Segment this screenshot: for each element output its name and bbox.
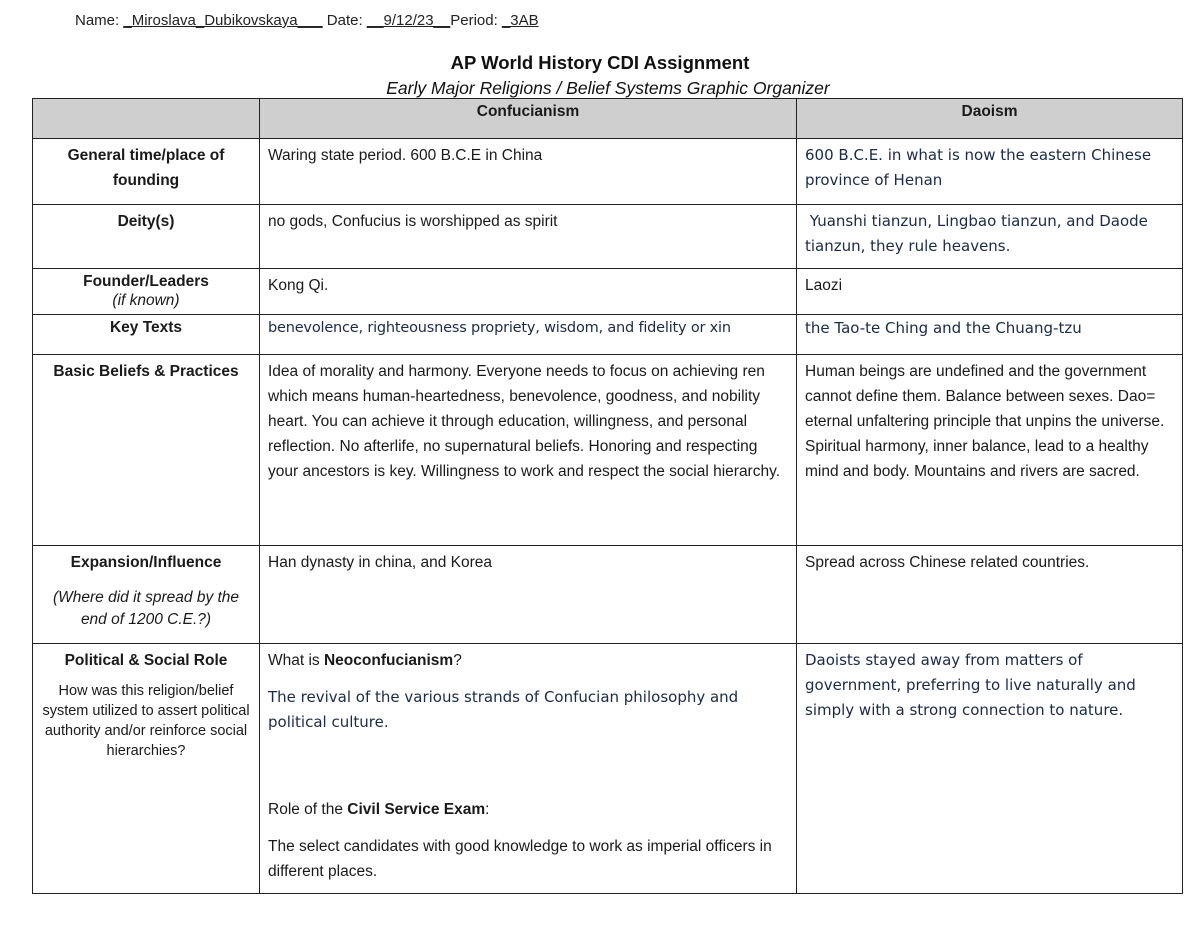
table-row-expansion (33, 546, 1183, 644)
neoconfucianism-question (268, 648, 788, 673)
name-label: Name: (75, 12, 124, 29)
founder-label: Founder/Leaders (83, 273, 209, 290)
neo-suffix: ? (453, 652, 462, 669)
cell-daoism-founder[interactable]: Laozi (797, 269, 1183, 315)
cell-confucianism-deity[interactable]: no gods, Confucius is worshipped as spirit (260, 205, 797, 269)
political-question: How was this religion/belief system utilized to assert political authority and/or reinforce social hierarchies? (42, 683, 250, 759)
page-subtitle: Early Major Religions / Belief Systems Graphic Organizer (386, 78, 830, 98)
cell-confucianism-political[interactable] (260, 644, 797, 894)
cell-confucianism-key-texts[interactable]: benevolence, righteousness propriety, wisdom, and fidelity or xin (260, 315, 797, 355)
page-title: AP World History CDI Assignment (450, 52, 750, 73)
exam-suffix: : (485, 801, 490, 818)
cell-confucianism-beliefs[interactable]: Idea of morality and harmony. Everyone needs to focus on achieving ren which means human-heartedness, benevolence, goodness, and nobility heart. You can achieve it through education, willingness, and personal reflection. No afterlife, no supernatural beliefs. Honoring and respecting your ancestors is key. Willingness to work and respect the social hierarchy. (260, 355, 797, 546)
header-cell-daoism: Daoism (797, 99, 1183, 139)
row-label-deity: Deity(s) (33, 205, 260, 269)
date-label: Date: (322, 12, 367, 29)
header-cell-blank (33, 99, 260, 139)
expansion-question: (Where did it spread by the end of 1200 C.E.?) (52, 589, 240, 628)
civil-service-answer: The select candidates with good knowledge to work as imperial officers in different places. (268, 838, 772, 880)
table-row-deity (33, 205, 1183, 269)
period-label: Period: (450, 12, 502, 29)
cell-daoism-expansion[interactable]: Spread across Chinese related countries. (797, 546, 1183, 644)
table-row-founding (33, 139, 1183, 205)
table-row-key-texts (33, 315, 1183, 355)
row-label-expansion (33, 546, 260, 644)
exam-prefix: Role of the (268, 801, 348, 818)
neoconfucianism-answer: The revival of the various strands of Confucian philosophy and political culture. (268, 688, 739, 731)
header-cell-confucianism: Confucianism (260, 99, 797, 139)
row-label-key-texts: Key Texts (33, 315, 260, 355)
row-label-political (33, 644, 260, 894)
cell-confucianism-founder[interactable]: Kong Qi. (260, 269, 797, 315)
neo-prefix: What is (268, 652, 324, 669)
cell-daoism-deity[interactable]: Yuanshi tianzun, Lingbao tianzun, and Daode tianzun, they rule heavens. (797, 205, 1183, 269)
graphic-organizer-table (32, 98, 1183, 894)
row-label-founder (33, 269, 260, 315)
cell-confucianism-founding[interactable]: Waring state period. 600 B.C.E in China (260, 139, 797, 205)
founder-sublabel: (if known) (112, 292, 180, 309)
civil-service-question (268, 797, 788, 822)
table-row-founder (33, 269, 1183, 315)
period-value: _3AB (501, 12, 539, 29)
name-value: _Miroslava_Dubikovskaya___ (123, 12, 323, 29)
date-value: __9/12/23__ (366, 12, 451, 29)
table-header-row (33, 99, 1183, 139)
cell-daoism-key-texts[interactable]: the Tao-te Ching and the Chuang-tzu (797, 315, 1183, 355)
exam-term: Civil Service Exam (347, 801, 486, 818)
row-label-beliefs: Basic Beliefs & Practices (33, 355, 260, 546)
expansion-label: Expansion/Influence (70, 554, 222, 571)
table-row-political (33, 644, 1183, 894)
cell-daoism-beliefs[interactable]: Human beings are undefined and the government cannot define them. Balance between sexes. Dao= eternal unfaltering principle that unpins the universe. Spiritual harmony, inner balance, lead to a healthy mind and body. Mountains and rivers are sacred. (797, 355, 1183, 546)
political-label: Political & Social Role (64, 652, 228, 669)
cell-confucianism-expansion[interactable]: Han dynasty in china, and Korea (260, 546, 797, 644)
cell-daoism-political[interactable]: Daoists stayed away from matters of government, preferring to live naturally and simply with a strong connection to nature. (797, 644, 1183, 894)
neo-term: Neoconfucianism (323, 652, 454, 669)
table-row-beliefs (33, 355, 1183, 546)
row-label-founding: General time/place of founding (33, 139, 260, 205)
cell-daoism-founding[interactable]: 600 B.C.E. in what is now the eastern Chinese province of Henan (797, 139, 1183, 205)
student-info-header (75, 12, 539, 29)
